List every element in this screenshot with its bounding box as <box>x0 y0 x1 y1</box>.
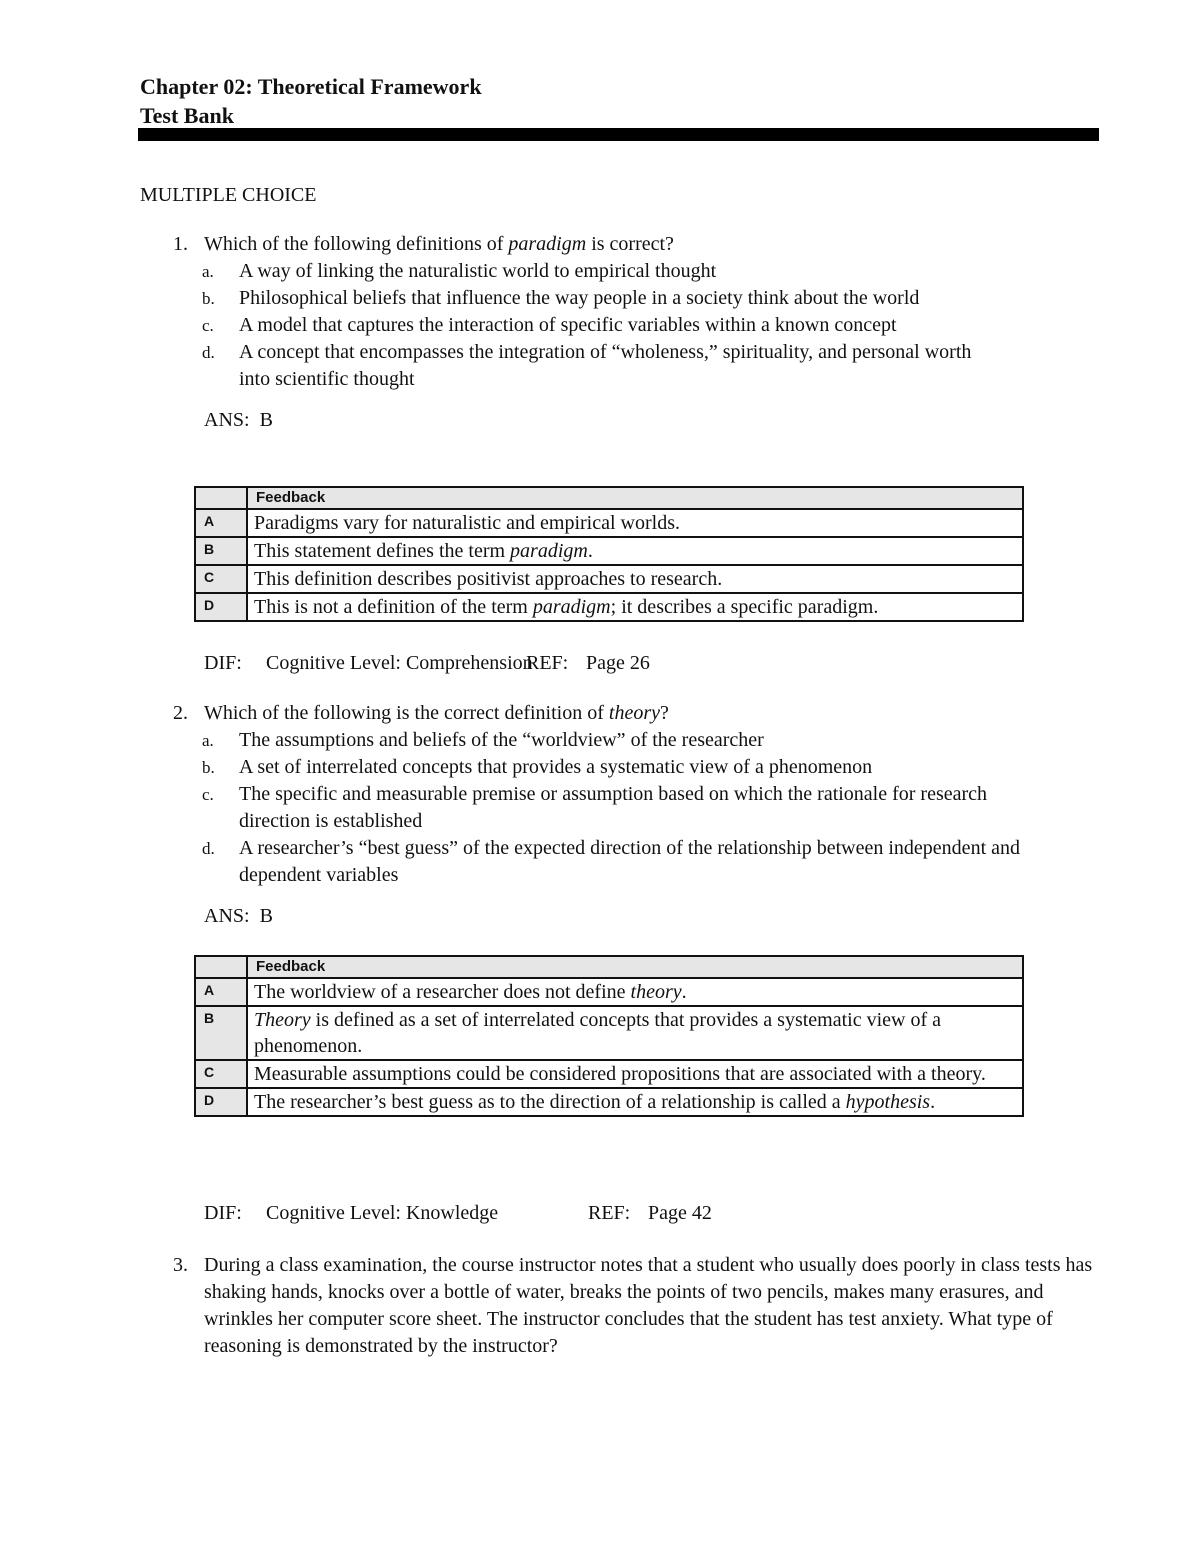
option-c: c. The specific and measurable premise or assumption based on which the rationale for research direction is established <box>202 783 988 832</box>
question-1 <box>140 231 1100 434</box>
reference-value: Page 26 <box>586 652 650 674</box>
feedback-text: This definition describes positivist approaches to research. <box>247 565 1023 593</box>
feedback-table-2-wrap <box>140 955 1100 1117</box>
question-2 <box>140 700 1100 930</box>
feedback-table-1-wrap <box>140 486 1100 622</box>
meta-line-1: DIF: Cognitive Level: ComprehensionREF: Page 26 <box>140 650 1100 677</box>
feedback-row <box>195 1088 1023 1116</box>
answer-value: B <box>259 905 273 927</box>
feedback-text: Theory is defined as a set of interrelated concepts that provides a systematic view of a phenomenon. <box>247 1006 1023 1060</box>
question-number: 3. <box>173 1254 188 1276</box>
feedback-table <box>194 486 1024 622</box>
document-subtitle: Test Bank <box>140 103 234 128</box>
answer-value: B <box>259 409 273 431</box>
option-b: b. Philosophical beliefs that influence the way people in a society think about the world <box>202 287 920 309</box>
feedback-table <box>194 955 1024 1117</box>
feedback-header: Feedback <box>247 487 1023 509</box>
option-d: d. A concept that encompasses the integration of “wholeness,” spirituality, and personal worth into scientific thought <box>202 341 972 390</box>
feedback-text: Measurable assumptions could be considered propositions that are associated with a theory. <box>247 1060 1023 1088</box>
question-3 <box>140 1252 1100 1360</box>
question-stem: 1. Which of the following definitions of paradigm is correct? <box>140 231 1100 258</box>
feedback-letter: D <box>195 593 247 621</box>
section-heading: MULTIPLE CHOICE <box>140 184 317 206</box>
stem-term: theory <box>608 702 660 724</box>
question-stem: 3. During a class examination, the course instructor notes that a student who usually does poorly in class tests has shaking hands, knocks over a bottle of water, breaks the points of two pencils, makes many erasures, and wrinkles her computer score sheet. The instructor concludes that the student has test anxiety. What type of reasoning is demonstrated by the instructor? <box>140 1252 1100 1360</box>
feedback-letter: D <box>195 1088 247 1116</box>
option-d: d. A researcher’s “best guess” of the expected direction of the relationship between independent and dependent variables <box>202 837 1020 886</box>
feedback-row <box>195 978 1023 1006</box>
feedback-letter: A <box>195 509 247 537</box>
feedback-header-row <box>195 487 1023 509</box>
feedback-row <box>195 509 1023 537</box>
difficulty-value: Cognitive Level: Comprehension <box>266 652 533 674</box>
header-rule <box>138 128 1099 141</box>
feedback-letter: B <box>195 1006 247 1060</box>
feedback-letter: C <box>195 1060 247 1088</box>
feedback-row <box>195 1060 1023 1088</box>
feedback-row <box>195 537 1023 565</box>
difficulty-value: Cognitive Level: Knowledge <box>266 1202 499 1224</box>
question-stem: 2. Which of the following is the correct definition of theory? <box>140 700 1100 727</box>
option-a: a. The assumptions and beliefs of the “worldview” of the researcher <box>202 729 764 751</box>
option-b: b. A set of interrelated concepts that provides a systematic view of a phenomenon <box>202 756 873 778</box>
feedback-row <box>195 1006 1023 1060</box>
feedback-header: Feedback <box>247 956 1023 978</box>
feedback-text: Paradigms vary for naturalistic and empirical worlds. <box>247 509 1023 537</box>
answer-line: ANS: B <box>204 905 273 927</box>
meta-line-2: DIF: Cognitive Level: Knowledge REF: Page 42 <box>140 1200 1100 1227</box>
option-a: a. A way of linking the naturalistic world to empirical thought <box>202 260 717 282</box>
document-title: Chapter 02: Theoretical Framework <box>140 74 482 99</box>
reference-value: Page 42 <box>648 1202 712 1224</box>
feedback-row <box>195 565 1023 593</box>
feedback-text: This statement defines the term paradigm. <box>247 537 1023 565</box>
question-number: 1. <box>173 233 188 255</box>
answer-line: ANS: B <box>204 409 273 431</box>
question-number: 2. <box>173 702 188 724</box>
feedback-text: The researcher’s best guess as to the direction of a relationship is called a hypothesis. <box>247 1088 1023 1116</box>
option-c: c. A model that captures the interaction of specific variables within a known concept <box>202 314 897 336</box>
feedback-header-row <box>195 956 1023 978</box>
feedback-row <box>195 593 1023 621</box>
stem-term: paradigm <box>508 233 587 255</box>
feedback-text: The worldview of a researcher does not define theory. <box>247 978 1023 1006</box>
document-header <box>140 72 1100 130</box>
feedback-letter: C <box>195 565 247 593</box>
feedback-text: This is not a definition of the term paradigm; it describes a specific paradigm. <box>247 593 1023 621</box>
feedback-letter: A <box>195 978 247 1006</box>
feedback-letter: B <box>195 537 247 565</box>
